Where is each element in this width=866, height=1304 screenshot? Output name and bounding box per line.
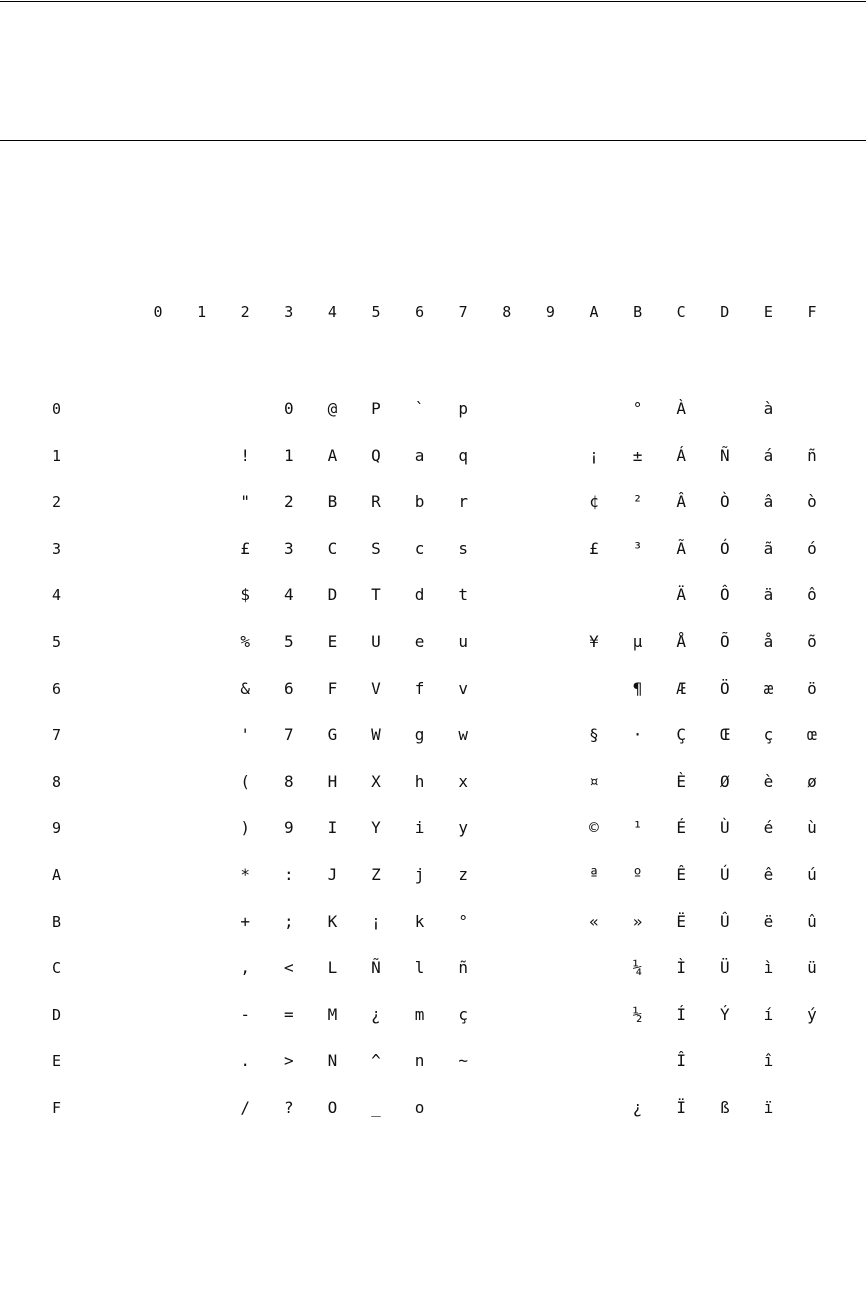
char-cell-38: 8	[283, 771, 294, 791]
char-cell-BB: »	[632, 911, 643, 931]
char-cell-65: e	[414, 632, 425, 651]
column-header-4: 4	[327, 303, 337, 321]
char-cell-E9: é	[763, 818, 774, 838]
char-cell-58: X	[371, 771, 381, 791]
row-header-3: 3	[52, 539, 62, 558]
char-cell-48: H	[327, 771, 338, 791]
char-cell-5C: Ñ	[371, 958, 381, 978]
char-cell-C9: É	[676, 818, 686, 838]
char-cell-42: B	[327, 492, 338, 512]
char-cell-BF: ¿	[632, 1098, 643, 1117]
char-cell-7B: °	[458, 911, 468, 931]
char-cell-F5: õ	[807, 632, 817, 651]
char-cell-3F: ?	[283, 1098, 294, 1117]
char-cell-79: y	[458, 818, 468, 838]
column-header-F: F	[807, 303, 817, 321]
row-header-A: A	[52, 866, 62, 884]
char-cell-A5: ¥	[589, 632, 599, 651]
column-header-6: 6	[415, 303, 425, 321]
char-cell-25: %	[240, 632, 250, 651]
row-header-4: 4	[52, 586, 62, 605]
char-cell-B7: ·	[632, 725, 643, 745]
char-cell-E0: à	[763, 399, 774, 418]
char-cell-2D: -	[240, 1004, 250, 1024]
char-cell-D6: Ö	[719, 678, 730, 698]
char-cell-F3: ó	[807, 538, 817, 558]
char-cell-D7: Œ	[719, 725, 730, 745]
row-header-5: 5	[52, 633, 62, 651]
row-header-E: E	[52, 1052, 62, 1071]
char-cell-D5: Õ	[719, 632, 730, 651]
char-cell-70: p	[458, 399, 468, 418]
char-cell-5D: ¿	[371, 1004, 381, 1024]
char-cell-E3: ã	[763, 538, 774, 558]
char-cell-DB: Û	[719, 911, 730, 931]
char-cell-78: x	[458, 771, 468, 791]
char-cell-C4: Ä	[676, 585, 686, 605]
char-cell-C7: Ç	[676, 725, 686, 745]
char-cell-51: Q	[371, 445, 381, 465]
char-cell-3B: ;	[283, 911, 294, 931]
char-cell-2B: +	[240, 911, 250, 931]
char-cell-E5: å	[763, 632, 774, 651]
char-cell-37: 7	[283, 725, 294, 745]
char-cell-A3: £	[589, 538, 599, 558]
char-cell-E7: ç	[763, 725, 774, 745]
char-cell-C5: Å	[676, 632, 686, 651]
char-cell-6E: n	[414, 1051, 425, 1071]
char-cell-B1: ±	[632, 445, 643, 465]
char-cell-CF: Ï	[676, 1098, 686, 1117]
char-cell-27: '	[240, 725, 250, 745]
char-cell-5F: _	[371, 1098, 381, 1117]
column-header-9: 9	[545, 303, 555, 321]
char-cell-74: t	[458, 585, 468, 605]
char-cell-BC: ¼	[632, 958, 643, 978]
char-cell-55: U	[371, 632, 381, 651]
char-cell-B2: ²	[632, 492, 643, 512]
char-cell-E4: ä	[763, 585, 774, 605]
char-cell-F2: ò	[807, 492, 817, 512]
char-cell-57: W	[371, 725, 381, 745]
char-cell-5B: ¡	[371, 911, 381, 931]
column-header-0: 0	[153, 303, 163, 321]
char-cell-73: s	[458, 538, 468, 558]
char-cell-CB: Ë	[676, 911, 686, 931]
char-cell-DD: Ý	[719, 1004, 730, 1024]
char-cell-6B: k	[414, 911, 425, 931]
char-cell-41: A	[327, 445, 338, 465]
char-cell-6A: j	[414, 865, 425, 884]
char-cell-C8: È	[676, 771, 686, 791]
char-cell-F6: ö	[807, 678, 817, 698]
char-cell-FA: ú	[807, 865, 817, 884]
char-cell-6C: l	[414, 958, 425, 978]
char-cell-A7: §	[589, 725, 599, 745]
char-cell-6D: m	[414, 1004, 425, 1024]
char-cell-7D: ç	[458, 1004, 468, 1024]
char-cell-F8: ø	[807, 771, 817, 791]
char-cell-23: £	[240, 538, 250, 558]
char-cell-C1: Á	[676, 445, 686, 465]
char-cell-A2: ¢	[589, 492, 599, 512]
column-header-2: 2	[240, 303, 250, 321]
char-cell-3E: >	[283, 1051, 294, 1071]
char-cell-DA: Ú	[719, 865, 730, 884]
char-cell-59: Y	[371, 818, 381, 838]
char-cell-F7: œ	[807, 725, 817, 745]
row-header-8: 8	[52, 772, 62, 791]
char-cell-40: @	[327, 399, 338, 418]
row-header-B: B	[52, 912, 62, 931]
column-header-5: 5	[371, 303, 381, 321]
column-header-A: A	[589, 303, 599, 321]
char-cell-E2: â	[763, 492, 774, 512]
char-cell-F9: ù	[807, 818, 817, 838]
char-cell-CA: Ê	[676, 865, 686, 884]
char-cell-52: R	[371, 492, 381, 512]
char-cell-64: d	[414, 585, 425, 605]
char-cell-54: T	[371, 585, 381, 605]
char-cell-E1: á	[763, 445, 774, 465]
row-header-6: 6	[52, 679, 62, 698]
char-cell-AB: «	[589, 911, 599, 931]
column-header-B: B	[633, 303, 643, 321]
char-cell-FB: û	[807, 911, 817, 931]
char-cell-4C: L	[327, 958, 338, 978]
row-header-F: F	[52, 1099, 62, 1117]
char-cell-C3: Ã	[676, 538, 686, 558]
char-cell-66: f	[414, 678, 425, 698]
char-cell-A8: ¤	[589, 771, 599, 791]
char-cell-F4: ô	[807, 585, 817, 605]
row-header-7: 7	[52, 726, 62, 745]
char-cell-7E: ~	[458, 1051, 468, 1071]
column-header-1: 1	[197, 303, 207, 321]
char-cell-CC: Ì	[676, 958, 686, 978]
char-cell-B5: µ	[632, 632, 643, 651]
char-cell-26: &	[240, 678, 250, 698]
char-cell-D8: Ø	[719, 771, 730, 791]
char-cell-3D: =	[283, 1004, 294, 1024]
char-cell-30: 0	[283, 399, 294, 418]
char-cell-34: 4	[283, 585, 294, 605]
char-cell-E8: è	[763, 771, 774, 791]
row-header-2: 2	[52, 493, 62, 512]
char-cell-4B: K	[327, 911, 338, 931]
char-cell-61: a	[414, 445, 425, 465]
char-cell-4D: M	[327, 1004, 338, 1024]
column-header-8: 8	[502, 303, 512, 321]
char-cell-4A: J	[327, 865, 338, 884]
char-cell-D1: Ñ	[719, 445, 730, 465]
char-cell-53: S	[371, 538, 381, 558]
char-cell-4F: O	[327, 1098, 338, 1117]
column-header-D: D	[720, 303, 730, 321]
char-cell-DC: Ü	[719, 958, 730, 978]
char-cell-BA: º	[632, 865, 643, 884]
char-cell-D9: Ù	[719, 818, 730, 838]
char-cell-6F: o	[414, 1098, 425, 1117]
char-cell-B9: ¹	[632, 818, 643, 838]
char-cell-EA: ê	[763, 865, 774, 884]
char-cell-24: $	[240, 585, 250, 605]
char-cell-EC: ì	[763, 958, 774, 978]
char-cell-32: 2	[283, 492, 294, 512]
char-cell-35: 5	[283, 632, 294, 651]
char-cell-D3: Ó	[719, 538, 730, 558]
char-cell-3C: <	[283, 958, 294, 978]
char-cell-33: 3	[283, 538, 294, 558]
row-header-1: 1	[52, 446, 62, 465]
column-header-3: 3	[284, 303, 294, 321]
char-cell-D4: Ô	[719, 585, 730, 605]
char-cell-31: 1	[283, 445, 294, 465]
char-cell-49: I	[327, 818, 338, 838]
char-cell-2A: *	[240, 865, 250, 884]
char-cell-22: "	[240, 492, 250, 512]
char-cell-FC: ü	[807, 958, 817, 978]
char-cell-B6: ¶	[632, 678, 643, 698]
char-cell-71: q	[458, 445, 468, 465]
char-cell-3A: :	[283, 865, 294, 884]
char-cell-BD: ½	[632, 1004, 643, 1024]
char-cell-EB: ë	[763, 911, 774, 931]
char-cell-C6: Æ	[676, 678, 686, 698]
char-cell-7C: ñ	[458, 958, 468, 978]
row-header-D: D	[52, 1005, 62, 1024]
char-cell-77: w	[458, 725, 468, 745]
char-cell-50: P	[371, 399, 381, 418]
char-cell-5E: ^	[371, 1051, 381, 1071]
column-header-C: C	[676, 303, 686, 321]
char-cell-63: c	[414, 538, 425, 558]
char-cell-60: `	[414, 399, 425, 418]
char-cell-21: !	[240, 445, 250, 465]
char-cell-72: r	[458, 492, 468, 512]
char-cell-76: v	[458, 678, 468, 698]
char-cell-2C: ,	[240, 958, 250, 978]
char-cell-44: D	[327, 585, 338, 605]
row-header-9: 9	[52, 819, 62, 838]
char-cell-B3: ³	[632, 538, 643, 558]
char-cell-CE: Î	[676, 1051, 686, 1071]
char-cell-45: E	[327, 632, 338, 651]
char-cell-36: 6	[283, 678, 294, 698]
char-cell-56: V	[371, 678, 381, 698]
char-cell-D2: Ò	[719, 492, 730, 512]
char-cell-F1: ñ	[807, 445, 817, 465]
row-header-C: C	[52, 959, 62, 978]
char-cell-7A: z	[458, 865, 468, 884]
char-cell-C2: Â	[676, 492, 686, 512]
char-cell-47: G	[327, 725, 338, 745]
char-cell-B0: °	[632, 399, 643, 418]
char-cell-A9: ©	[589, 818, 599, 838]
char-cell-75: u	[458, 632, 468, 651]
row-header-0: 0	[52, 400, 62, 418]
char-cell-EE: î	[763, 1051, 774, 1071]
char-cell-C0: À	[676, 399, 686, 418]
column-header-7: 7	[458, 303, 468, 321]
char-cell-FD: ý	[807, 1004, 817, 1024]
char-cell-62: b	[414, 492, 425, 512]
char-cell-2F: /	[240, 1098, 250, 1117]
char-cell-39: 9	[283, 818, 294, 838]
char-cell-29: )	[240, 818, 250, 838]
char-cell-DF: ß	[719, 1098, 730, 1117]
char-cell-4E: N	[327, 1051, 338, 1071]
char-cell-EF: ï	[763, 1098, 774, 1117]
char-cell-28: (	[240, 771, 250, 791]
char-cell-5A: Z	[371, 865, 381, 884]
char-cell-46: F	[327, 678, 338, 698]
char-cell-43: C	[327, 538, 338, 558]
char-cell-69: i	[414, 818, 425, 838]
char-cell-67: g	[414, 725, 425, 745]
char-cell-A1: ¡	[589, 445, 599, 465]
char-cell-CD: Í	[676, 1004, 686, 1024]
char-cell-ED: í	[763, 1004, 774, 1024]
char-cell-E6: æ	[763, 678, 774, 698]
char-cell-68: h	[414, 771, 425, 791]
char-cell-AA: ª	[589, 865, 599, 884]
char-cell-2E: .	[240, 1051, 250, 1071]
column-header-E: E	[763, 303, 773, 321]
